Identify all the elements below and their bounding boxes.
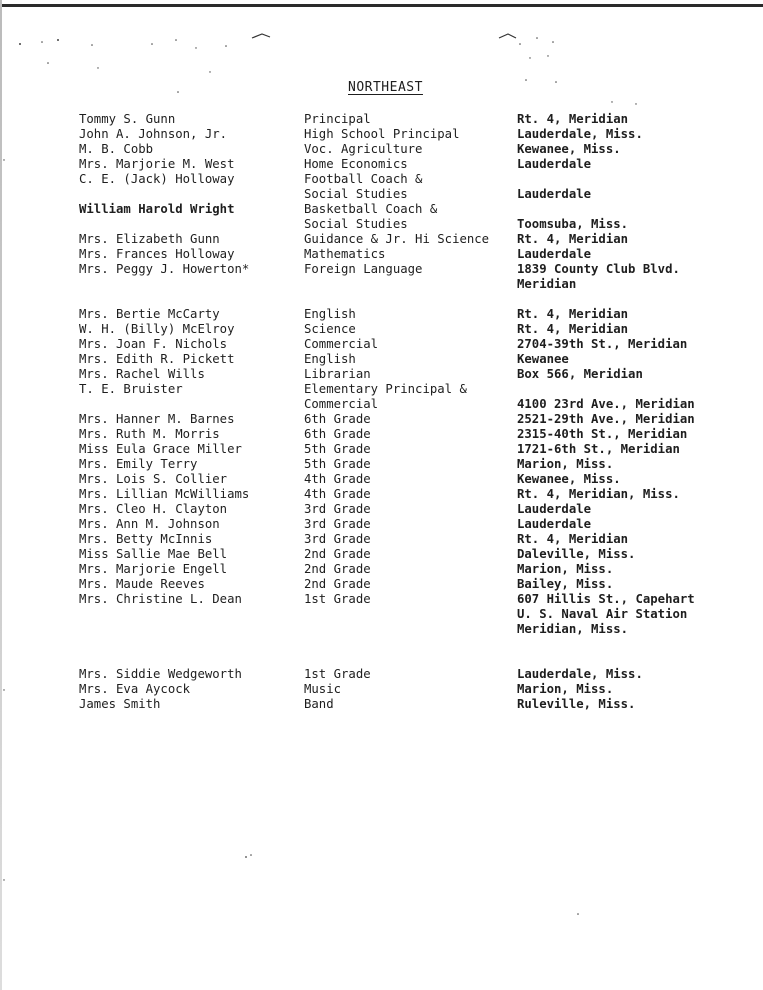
address-line: Ruleville, Miss. bbox=[517, 697, 636, 711]
position-line: Commercial bbox=[304, 397, 379, 411]
position-line: Elementary Principal & bbox=[304, 382, 467, 396]
staff-name: Mrs. Lillian McWilliams bbox=[79, 487, 250, 501]
address-line: Marion, Miss. bbox=[517, 562, 614, 576]
staff-row bbox=[79, 562, 729, 577]
address-line bbox=[517, 202, 732, 217]
staff-position bbox=[304, 367, 514, 382]
position-line: Foreign Language bbox=[304, 262, 423, 276]
position-line: 3rd Grade bbox=[304, 517, 371, 531]
staff-address bbox=[517, 202, 732, 232]
staff-row bbox=[79, 592, 729, 637]
position-line: Voc. Agriculture bbox=[304, 142, 423, 156]
staff-name: W. H. (Billy) McElroy bbox=[79, 322, 235, 336]
staff-row bbox=[79, 322, 729, 337]
staff-name: Tommy S. Gunn bbox=[79, 112, 176, 126]
position-line: 1st Grade bbox=[304, 592, 371, 606]
address-line: Lauderdale bbox=[517, 247, 592, 261]
address-line: Kewanee, Miss. bbox=[517, 142, 621, 156]
staff-name: Mrs. Elizabeth Gunn bbox=[79, 232, 220, 246]
staff-row bbox=[79, 427, 729, 442]
staff-position bbox=[304, 142, 514, 157]
staff-row bbox=[79, 247, 729, 262]
address-line: Rt. 4, Meridian bbox=[517, 322, 629, 336]
staff-row bbox=[79, 547, 729, 562]
position-line: Band bbox=[304, 697, 334, 711]
staff-name: T. E. Bruister bbox=[79, 382, 183, 396]
staff-address bbox=[517, 247, 732, 262]
address-line: Rt. 4, Meridian, Miss. bbox=[517, 487, 680, 501]
staff-row bbox=[79, 682, 729, 697]
address-line: Rt. 4, Meridian bbox=[517, 307, 629, 321]
staff-position bbox=[304, 697, 514, 712]
staff-position bbox=[304, 247, 514, 262]
staff-address bbox=[517, 487, 732, 502]
staff-row bbox=[79, 577, 729, 592]
staff-position bbox=[304, 532, 514, 547]
staff-position bbox=[304, 337, 514, 352]
staff-name: Mrs. Marjorie Engell bbox=[79, 562, 228, 576]
staff-name: Mrs. Christine L. Dean bbox=[79, 592, 242, 606]
address-line: 607 Hillis St., Capehart bbox=[517, 592, 695, 606]
staff-address bbox=[517, 442, 732, 457]
staff-row bbox=[79, 142, 729, 157]
staff-row bbox=[79, 697, 729, 712]
position-line: 2nd Grade bbox=[304, 562, 371, 576]
address-line: 2315-40th St., Meridian bbox=[517, 427, 688, 441]
position-line: 2nd Grade bbox=[304, 547, 371, 561]
address-line: Marion, Miss. bbox=[517, 682, 614, 696]
staff-position bbox=[304, 472, 514, 487]
staff-position bbox=[304, 547, 514, 562]
staff-position bbox=[304, 307, 514, 322]
staff-row bbox=[79, 502, 729, 517]
address-line: U. S. Naval Air Station bbox=[517, 607, 688, 621]
staff-address bbox=[517, 322, 732, 337]
position-line: English bbox=[304, 307, 356, 321]
staff-address bbox=[517, 682, 732, 697]
address-line: Meridian, Miss. bbox=[517, 622, 629, 636]
address-line bbox=[517, 172, 732, 187]
position-line: High School Principal bbox=[304, 127, 460, 141]
staff-position bbox=[304, 202, 514, 232]
staff-name: Miss Eula Grace Miller bbox=[79, 442, 242, 456]
address-line: Bailey, Miss. bbox=[517, 577, 614, 591]
staff-address bbox=[517, 337, 732, 352]
staff-row bbox=[79, 442, 729, 457]
staff-row bbox=[79, 112, 729, 127]
staff-name: John A. Johnson, Jr. bbox=[79, 127, 228, 141]
staff-name: Mrs. Edith R. Pickett bbox=[79, 352, 235, 366]
staff-address bbox=[517, 172, 732, 202]
staff-position bbox=[304, 322, 514, 337]
staff-name: Mrs. Joan F. Nichols bbox=[79, 337, 228, 351]
address-line: Rt. 4, Meridian bbox=[517, 112, 629, 126]
position-line: 2nd Grade bbox=[304, 577, 371, 591]
page-title: NORTHEAST bbox=[348, 80, 423, 95]
staff-name: Mrs. Ruth M. Morris bbox=[79, 427, 220, 441]
staff-position bbox=[304, 682, 514, 697]
position-line: Mathematics bbox=[304, 247, 386, 261]
staff-row bbox=[79, 352, 729, 367]
staff-address bbox=[517, 697, 732, 712]
staff-position bbox=[304, 592, 514, 607]
staff-name: William Harold Wright bbox=[79, 202, 235, 216]
staff-row bbox=[79, 202, 729, 232]
address-line: Lauderdale bbox=[517, 157, 592, 171]
staff-address bbox=[517, 382, 732, 412]
staff-address bbox=[517, 472, 732, 487]
staff-name: Mrs. Frances Holloway bbox=[79, 247, 235, 261]
staff-address bbox=[517, 562, 732, 577]
staff-name: Mrs. Eva Aycock bbox=[79, 682, 191, 696]
position-line: Librarian bbox=[304, 367, 371, 381]
staff-row bbox=[79, 127, 729, 142]
address-line: Lauderdale bbox=[517, 502, 592, 516]
staff-list bbox=[79, 112, 729, 712]
address-line: Rt. 4, Meridian bbox=[517, 532, 629, 546]
staff-position bbox=[304, 442, 514, 457]
address-line: Lauderdale bbox=[517, 517, 592, 531]
staff-address bbox=[517, 262, 732, 292]
staff-position bbox=[304, 502, 514, 517]
staff-name: Mrs. Maude Reeves bbox=[79, 577, 205, 591]
staff-position bbox=[304, 487, 514, 502]
staff-name: James Smith bbox=[79, 697, 161, 711]
staff-position bbox=[304, 517, 514, 532]
staff-address bbox=[517, 667, 732, 682]
position-line: Football Coach & bbox=[304, 172, 423, 186]
staff-row bbox=[79, 172, 729, 202]
address-line: 2704-39th St., Meridian bbox=[517, 337, 688, 351]
staff-name: Mrs. Siddie Wedgeworth bbox=[79, 667, 242, 681]
position-line: 1st Grade bbox=[304, 667, 371, 681]
address-line: Marion, Miss. bbox=[517, 457, 614, 471]
position-line: Social Studies bbox=[304, 187, 408, 201]
address-line: Box 566, Meridian bbox=[517, 367, 643, 381]
address-line: Kewanee bbox=[517, 352, 569, 366]
position-line: 5th Grade bbox=[304, 442, 371, 456]
staff-position bbox=[304, 412, 514, 427]
staff-row bbox=[79, 337, 729, 352]
address-line: 4100 23rd Ave., Meridian bbox=[517, 397, 695, 411]
staff-address bbox=[517, 427, 732, 442]
staff-position bbox=[304, 457, 514, 472]
staff-row bbox=[79, 667, 729, 682]
address-line: 1839 County Club Blvd. bbox=[517, 262, 680, 276]
staff-position bbox=[304, 382, 514, 412]
position-line: Home Economics bbox=[304, 157, 408, 171]
address-line: Lauderdale bbox=[517, 187, 592, 201]
address-line: Rt. 4, Meridian bbox=[517, 232, 629, 246]
staff-row bbox=[79, 457, 729, 472]
staff-name: Mrs. Betty McInnis bbox=[79, 532, 213, 546]
staff-position bbox=[304, 172, 514, 202]
staff-address bbox=[517, 592, 732, 637]
staff-address bbox=[517, 127, 732, 142]
staff-row bbox=[79, 412, 729, 427]
staff-row bbox=[79, 232, 729, 247]
address-line: Daleville, Miss. bbox=[517, 547, 636, 561]
staff-position bbox=[304, 577, 514, 592]
staff-position bbox=[304, 427, 514, 442]
staff-address bbox=[517, 577, 732, 592]
position-line: Science bbox=[304, 322, 356, 336]
staff-address bbox=[517, 412, 732, 427]
position-line: 6th Grade bbox=[304, 412, 371, 426]
position-line: 3rd Grade bbox=[304, 502, 371, 516]
staff-position bbox=[304, 232, 514, 247]
staff-row bbox=[79, 487, 729, 502]
staff-row bbox=[79, 382, 729, 412]
staff-address bbox=[517, 457, 732, 472]
position-line: 3rd Grade bbox=[304, 532, 371, 546]
staff-row bbox=[79, 532, 729, 547]
staff-name: Mrs. Lois S. Collier bbox=[79, 472, 228, 486]
staff-address bbox=[517, 157, 732, 172]
staff-position bbox=[304, 112, 514, 127]
staff-row bbox=[79, 307, 729, 322]
position-line: 4th Grade bbox=[304, 472, 371, 486]
position-line: Basketball Coach & bbox=[304, 202, 438, 216]
staff-name: C. E. (Jack) Holloway bbox=[79, 172, 235, 186]
staff-name: Mrs. Peggy J. Howerton* bbox=[79, 262, 250, 276]
address-line: 1721-6th St., Meridian bbox=[517, 442, 680, 456]
staff-row bbox=[79, 262, 729, 292]
staff-position bbox=[304, 352, 514, 367]
staff-address bbox=[517, 307, 732, 322]
staff-position bbox=[304, 127, 514, 142]
staff-address bbox=[517, 232, 732, 247]
staff-name: Miss Sallie Mae Bell bbox=[79, 547, 228, 561]
position-line: English bbox=[304, 352, 356, 366]
staff-address bbox=[517, 502, 732, 517]
position-line: 4th Grade bbox=[304, 487, 371, 501]
staff-address bbox=[517, 547, 732, 562]
staff-address bbox=[517, 142, 732, 157]
position-line: Principal bbox=[304, 112, 371, 126]
address-line bbox=[517, 382, 732, 397]
staff-address bbox=[517, 517, 732, 532]
staff-row bbox=[79, 517, 729, 532]
staff-row bbox=[79, 472, 729, 487]
staff-name: Mrs. Bertie McCarty bbox=[79, 307, 220, 321]
address-line: Lauderdale, Miss. bbox=[517, 667, 643, 681]
address-line: Kewanee, Miss. bbox=[517, 472, 621, 486]
staff-position bbox=[304, 562, 514, 577]
staff-name: Mrs. Emily Terry bbox=[79, 457, 198, 471]
staff-name: Mrs. Rachel Wills bbox=[79, 367, 205, 381]
staff-name: Mrs. Hanner M. Barnes bbox=[79, 412, 235, 426]
staff-address bbox=[517, 532, 732, 547]
staff-address bbox=[517, 112, 732, 127]
staff-row bbox=[79, 367, 729, 382]
staff-address bbox=[517, 352, 732, 367]
address-line: Meridian bbox=[517, 277, 577, 291]
address-line: Toomsuba, Miss. bbox=[517, 217, 629, 231]
staff-name: Mrs. Marjorie M. West bbox=[79, 157, 235, 171]
position-line: Social Studies bbox=[304, 217, 408, 231]
staff-row bbox=[79, 157, 729, 172]
address-line: Lauderdale, Miss. bbox=[517, 127, 643, 141]
staff-position bbox=[304, 262, 514, 277]
staff-name: Mrs. Cleo H. Clayton bbox=[79, 502, 228, 516]
staff-name: M. B. Cobb bbox=[79, 142, 154, 156]
position-line: Music bbox=[304, 682, 342, 696]
staff-position bbox=[304, 667, 514, 682]
position-line: Guidance & Jr. Hi Science bbox=[304, 232, 490, 246]
address-line: 2521-29th Ave., Meridian bbox=[517, 412, 695, 426]
staff-name: Mrs. Ann M. Johnson bbox=[79, 517, 220, 531]
position-line: 6th Grade bbox=[304, 427, 371, 441]
position-line: Commercial bbox=[304, 337, 379, 351]
staff-address bbox=[517, 367, 732, 382]
position-line: 5th Grade bbox=[304, 457, 371, 471]
staff-position bbox=[304, 157, 514, 172]
